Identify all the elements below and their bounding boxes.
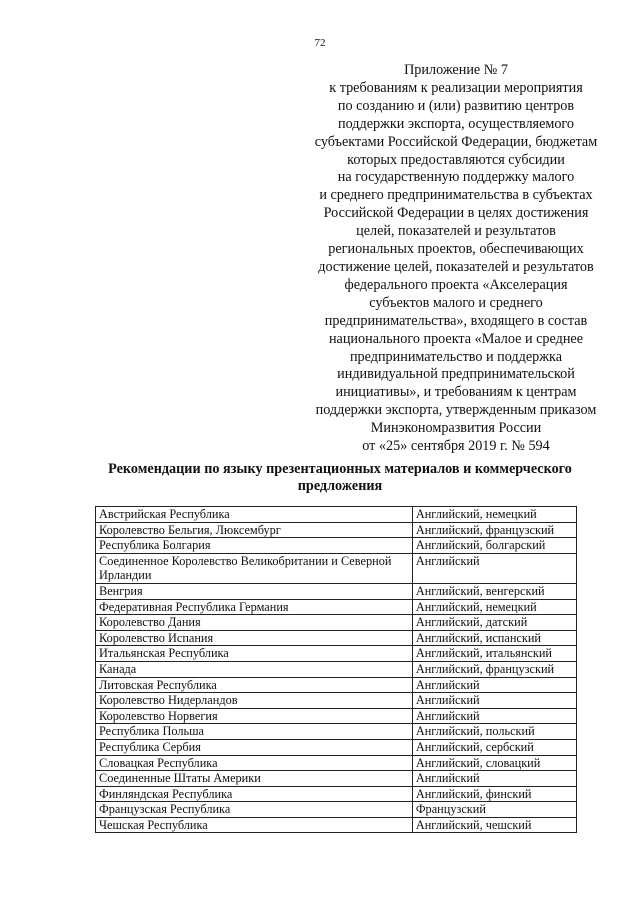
appendix-line: национального проекта «Малое и среднее (328, 330, 584, 347)
table-row (96, 522, 577, 538)
country-cell: Венгрия (96, 583, 413, 599)
table-row (96, 755, 577, 771)
languages-cell: Английский, болгарский (412, 538, 576, 554)
appendix-line: и среднего предпринимательства в субъектах (319, 187, 593, 204)
language-recommendations-table (95, 506, 577, 833)
table-row (96, 507, 577, 523)
document-title (70, 461, 610, 495)
appendix-line: федерального проекта «Акселерация (344, 276, 568, 293)
languages-cell: Английский, французский (412, 661, 576, 677)
languages-cell: Английский, итальянский (412, 646, 576, 662)
country-cell: Итальянская Республика (96, 646, 413, 662)
country-cell: Австрийская Республика (96, 507, 413, 523)
appendix-line: региональных проектов, обеспечивающих (328, 241, 584, 258)
table-row (96, 583, 577, 599)
languages-cell: Английский (412, 708, 576, 724)
country-cell: Королевство Нидерландов (96, 693, 413, 709)
country-cell: Федеративная Республика Германия (96, 599, 413, 615)
languages-cell: Английский, датский (412, 615, 576, 631)
country-cell: Чешская Республика (96, 817, 413, 833)
appendix-line: инициативы», и требованиям к центрам (335, 384, 577, 401)
table-row (96, 724, 577, 740)
appendix-line: от «25» сентября 2019 г. № 594 (362, 438, 550, 455)
table-row (96, 615, 577, 631)
appendix-line: индивидуальной предпринимательской (337, 366, 575, 383)
languages-cell: Английский (412, 677, 576, 693)
appendix-line: поддержки экспорта, утвержденным приказом (315, 402, 597, 419)
appendix-line: на государственную поддержку малого (337, 169, 575, 186)
appendix-line: которых предоставляются субсидии (347, 151, 565, 168)
languages-cell: Английский, французский (412, 522, 576, 538)
appendix-title: Приложение № 7 (404, 62, 508, 78)
table-row (96, 661, 577, 677)
languages-cell: Английский, испанский (412, 630, 576, 646)
appendix-line: предпринимательство и поддержка (349, 348, 563, 365)
country-cell: Соединенные Штаты Америки (96, 771, 413, 787)
table-row (96, 630, 577, 646)
appendix-line: по созданию и (или) развитию центров (337, 97, 575, 114)
languages-cell: Английский, чешский (412, 817, 576, 833)
country-cell: Словацкая Республика (96, 755, 413, 771)
table-row (96, 677, 577, 693)
table-row (96, 646, 577, 662)
country-cell: Королевство Бельгия, Люксембург (96, 522, 413, 538)
languages-cell: Французский (412, 802, 576, 818)
country-cell: Республика Польша (96, 724, 413, 740)
appendix-line: субъектами Российской Федерации, бюджетам (314, 133, 598, 150)
appendix-line: Российской Федерации в целях достижения (323, 205, 589, 222)
languages-cell: Английский (412, 771, 576, 787)
appendix-line: достижение целей, показателей и результатов (318, 258, 594, 275)
languages-cell: Английский (412, 693, 576, 709)
appendix-line: целей, показателей и результатов (356, 223, 556, 240)
appendix-header (296, 62, 616, 456)
appendix-line: предпринимательства», входящего в состав (324, 312, 588, 329)
country-cell: Королевство Норвегия (96, 708, 413, 724)
appendix-line: субъектов малого и среднего (369, 294, 543, 311)
table-row (96, 553, 577, 583)
table-row (96, 599, 577, 615)
languages-cell: Английский, немецкий (412, 507, 576, 523)
country-cell: Республика Сербия (96, 739, 413, 755)
appendix-line: поддержки экспорта, осуществляемого (338, 115, 574, 132)
country-cell: Литовская Республика (96, 677, 413, 693)
table-row (96, 538, 577, 554)
document-title-line-1: Рекомендации по языку презентационных материалов и коммерческого (108, 461, 572, 477)
table-row (96, 786, 577, 802)
country-cell: Республика Болгария (96, 538, 413, 554)
page-number: 72 (314, 37, 326, 49)
languages-cell: Английский, финский (412, 786, 576, 802)
country-cell: Соединенное Королевство Великобритании и Северной Ирландии (96, 553, 413, 583)
table-row (96, 708, 577, 724)
appendix-line: к требованиям к реализации мероприятия (329, 79, 583, 96)
table-row (96, 771, 577, 787)
country-cell: Королевство Испания (96, 630, 413, 646)
country-cell: Финляндская Республика (96, 786, 413, 802)
country-cell: Канада (96, 661, 413, 677)
languages-cell: Английский, немецкий (412, 599, 576, 615)
languages-cell: Английский (412, 553, 576, 583)
table-row (96, 693, 577, 709)
document-title-line-2: предложения (297, 478, 383, 494)
table-row (96, 817, 577, 833)
table-row (96, 739, 577, 755)
languages-cell: Английский, словацкий (412, 755, 576, 771)
appendix-line: Минэкономразвития России (370, 420, 542, 437)
languages-cell: Английский, венгерский (412, 583, 576, 599)
table-row (96, 802, 577, 818)
languages-cell: Английский, сербский (412, 739, 576, 755)
languages-cell: Английский, польский (412, 724, 576, 740)
country-cell: Королевство Дания (96, 615, 413, 631)
country-cell: Французская Республика (96, 802, 413, 818)
table-body (96, 507, 577, 833)
